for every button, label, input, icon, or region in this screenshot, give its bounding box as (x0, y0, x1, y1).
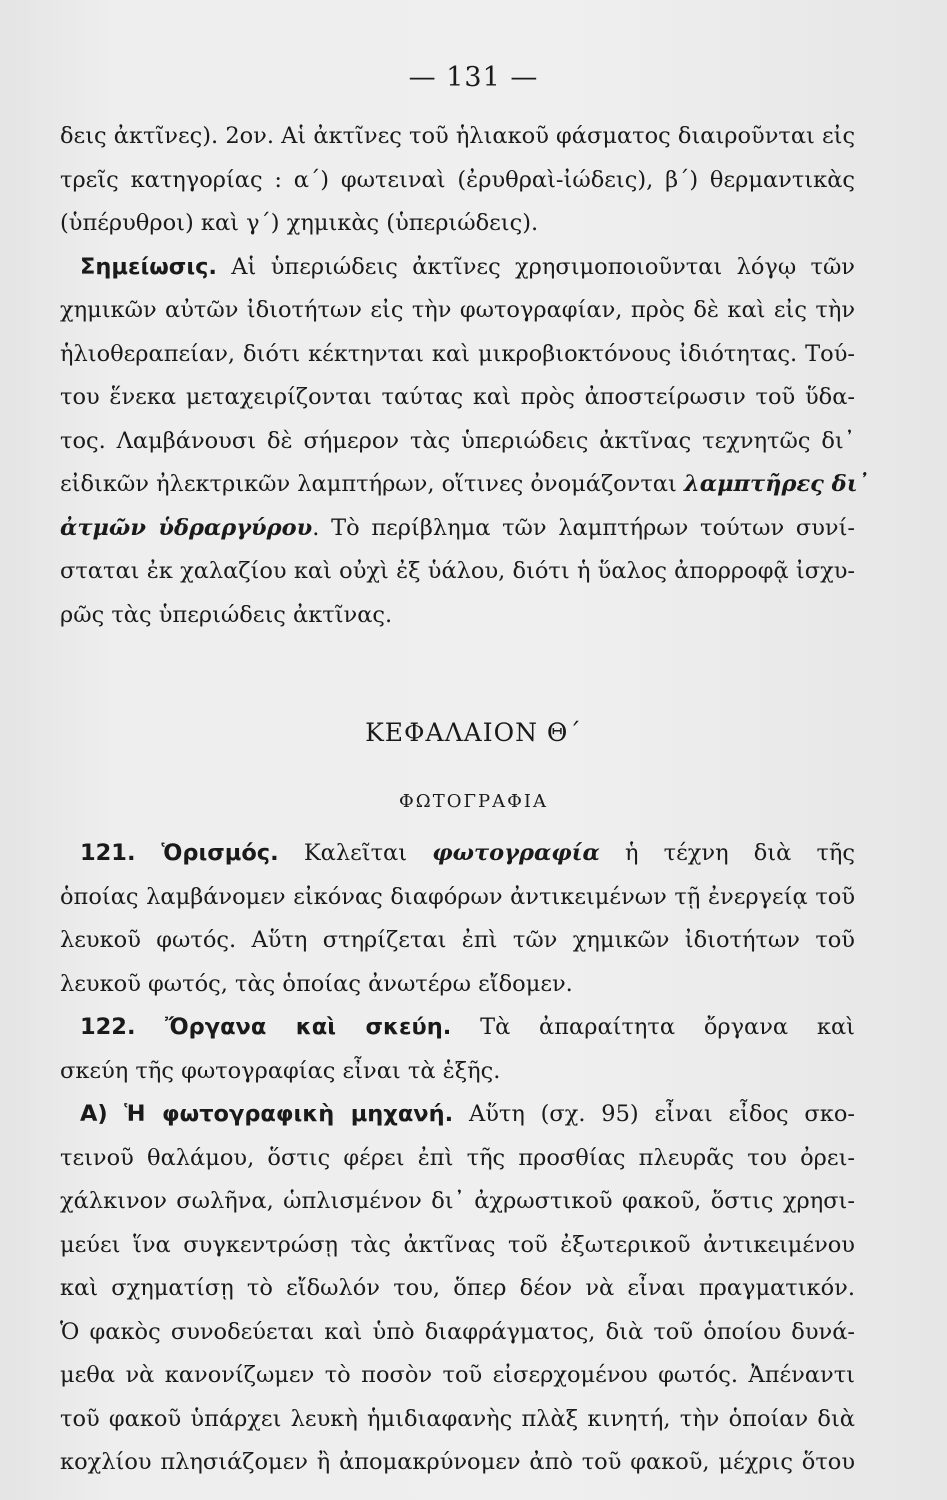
text-line: του ἕνεκα μεταχειρίζονται ταύτας καὶ πρὸς ἀποστείρωσιν τοῦ ὕδα- (60, 384, 855, 410)
text-line: χάλκινον σωλῆνα, ὡπλισμένον δι᾽ ἀχρωστικοῦ φακοῦ, ὅστις χρησι- (60, 1188, 855, 1214)
text-line: τεινοῦ θαλάμου, ὅστις φέρει ἐπὶ τῆς προσθίας πλευρᾶς του ὀρει- (60, 1144, 855, 1171)
text-line: τος. Λαμβάνουσι δὲ σήμερον τὰς ὑπεριώδεις ἀκτῖνας τεχνητῶς δι᾽ (60, 427, 855, 454)
text-line: κοχλίου πλησιάζομεν ἢ ἀπομακρύνομεν ἀπὸ τοῦ φακοῦ, μέχρις ὅτου (60, 1449, 855, 1475)
text-line: ρῶς τὰς ὑπεριώδεις ἀκτῖνας. (60, 601, 393, 628)
text-line: 121. Ὁρισμός. Καλεῖται φωτογραφία ἡ τέχνη διὰ τῆς (80, 840, 856, 866)
section-heading: 121. Ὁρισμός. (80, 840, 279, 866)
text-line: Α) Ἡ φωτογραφικὴ μηχανή. Αὕτη (σχ. 95) εἶναι εἶδος σκο- (80, 1101, 855, 1127)
text-line: εἰδικῶν ἠλεκτρικῶν λαμπτήρων, οἵτινες ὀνομάζονται λαμπτῆρες δι᾽ (60, 471, 869, 497)
chapter-title: ΚΕΦΑΛΑΙΟΝ Θ΄ (365, 718, 582, 747)
section-121 (60, 832, 855, 1006)
text-line: λευκοῦ φωτός. Αὕτη στηρίζεται ἐπὶ τῶν χημικῶν ἰδιοτήτων τοῦ (60, 927, 855, 953)
emphasis-term: φωτογραφία (432, 840, 600, 866)
text-line: καὶ σχηματίσῃ τὸ εἴδωλόν του, ὅπερ δέον νὰ εἶναι πραγματικόν. (60, 1275, 855, 1301)
text-line: λευκοῦ φωτός, τὰς ὁποίας ἀνωτέρω εἴδομεν. (60, 970, 573, 997)
emphasis-term: ἀτμῶν ὑδραργύρου (60, 514, 313, 541)
subsection-heading: Α) Ἡ φωτογραφικὴ μηχανή. (80, 1101, 454, 1127)
text-line: Ὁ φακὸς συνοδεύεται καὶ ὑπὸ διαφράγματος, διὰ τοῦ ὁποίου δυνά- (60, 1318, 855, 1345)
text-line: σταται ἐκ χαλαζίου καὶ οὐχὶ ἐξ ὑάλου, διότι ἡ ὕαλος ἀπορροφᾷ ἰσχυ- (60, 558, 855, 584)
chapter-subtitle: ΦΩΤΟΓΡΑΦΙΑ (399, 791, 548, 812)
text-line: τρεῖς κατηγορίας : α΄) φωτειναὶ (ἐρυθραὶ-ἰώδεις), β΄) θερμαντικὰς (60, 166, 855, 193)
note-heading: Σημείωσις. (80, 253, 217, 280)
text-line: μεύει ἵνα συγκεντρώσῃ τὰς ἀκτῖνας τοῦ ἐξωτερικοῦ ἀντικειμένου (60, 1231, 855, 1258)
text-line: δεις ἀκτῖνες). 2ον. Αἱ ἀκτῖνες τοῦ ἡλιακοῦ φάσματος διαιροῦνται εἰς (60, 123, 856, 149)
text-line: ἡλιοθεραπείαν, διότι κέκτηνται καὶ μικροβιοκτόνους ἰδιότητας. Τού- (60, 340, 855, 367)
text-line: Σημείωσις. Αἱ ὑπεριώδεις ἀκτῖνες χρησιμοποιοῦνται λόγῳ τῶν (80, 253, 855, 280)
text-line: (ὑπέρυθροι) καὶ γ΄) χημικὰς (ὑπεριώδεις). (60, 210, 539, 236)
section-122 (60, 1006, 855, 1485)
text-line: ἀτμῶν ὑδραργύρου. Τὸ περίβλημα τῶν λαμπτήρων τούτων συνί- (60, 514, 855, 541)
top-section (60, 115, 869, 637)
text-line: ὁποίας λαμβάνομεν εἰκόνας διαφόρων ἀντικειμένων τῇ ἐνεργείᾳ τοῦ (60, 883, 855, 910)
section-heading: 122. Ὄργανα καὶ σκεύη. (80, 1014, 452, 1040)
text-line: σκεύη τῆς φωτογραφίας εἶναι τὰ ἑξῆς. (60, 1057, 501, 1084)
emphasis-term: λαμπτῆρες δι᾽ (683, 471, 869, 497)
text-line: 122. Ὄργανα καὶ σκεύη. Τὰ ἀπαραίτητα ὄργανα καὶ (80, 1014, 855, 1040)
text-line: χημικῶν αὐτῶν ἰδιοτήτων εἰς τὴν φωτογραφίαν, πρὸς δὲ καὶ εἰς τὴν (60, 297, 855, 323)
page-number: — 131 — (408, 62, 539, 93)
text-line: τοῦ φακοῦ ὑπάρχει λευκὴ ἡμιδιαφανὴς πλὰξ κινητή, τὴν ὁποίαν διὰ (60, 1405, 855, 1432)
text-line: μεθα νὰ κανονίζωμεν τὸ ποσὸν τοῦ εἰσερχομένου φωτός. Ἀπέναντι (60, 1362, 855, 1388)
